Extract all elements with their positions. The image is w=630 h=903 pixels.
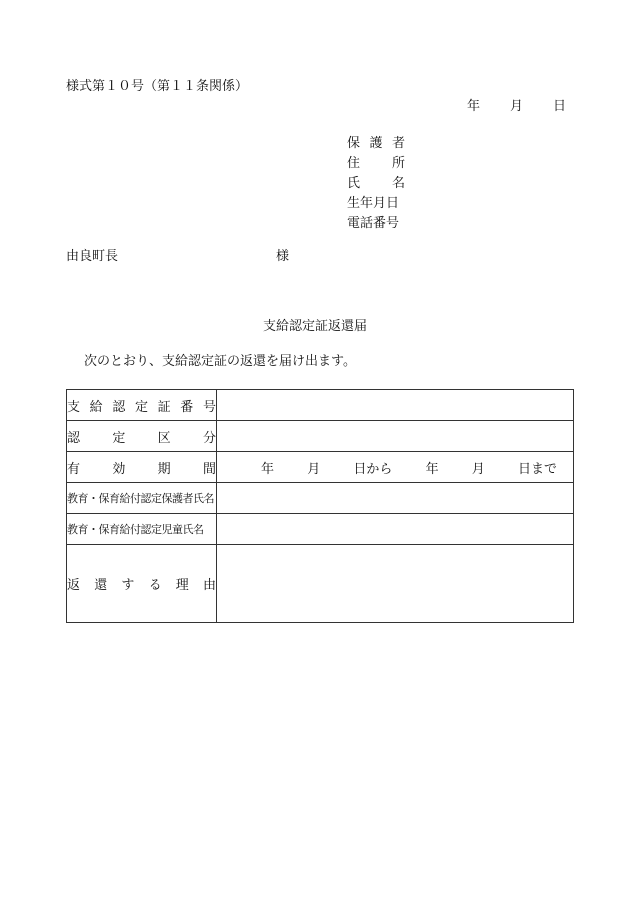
cert-category-label: 認 定 区 分 bbox=[67, 421, 217, 452]
applicant-birthdate-label: 生年月日 bbox=[347, 196, 400, 211]
child-name-label: 教育・保育給付認定児童氏名 bbox=[67, 514, 217, 545]
form-number: 様式第１０号（第１１条関係） bbox=[66, 79, 249, 94]
child-name-field[interactable] bbox=[217, 514, 574, 545]
document-title: 支給認定証返還届 bbox=[262, 319, 367, 334]
applicant-guardian-label: 保 護 者 bbox=[347, 136, 405, 151]
table-row bbox=[67, 514, 574, 545]
addressee-name: 由良町長 bbox=[66, 249, 119, 264]
date-day-label: 日 bbox=[553, 99, 567, 114]
guardian-name-field[interactable] bbox=[217, 483, 574, 514]
cert-category-field[interactable] bbox=[217, 421, 574, 452]
guardian-name-label: 教育・保育給付認定保護者氏名 bbox=[67, 483, 217, 514]
applicant-address-label: 住 所 bbox=[347, 156, 405, 171]
date-month-label: 月 bbox=[510, 99, 524, 114]
table-row bbox=[67, 421, 574, 452]
applicant-name-label: 氏 名 bbox=[347, 176, 405, 191]
validity-period-field[interactable]: 年 月 日から 年 月 日まで bbox=[217, 452, 574, 483]
table-row bbox=[67, 545, 574, 623]
return-form-table bbox=[66, 389, 574, 623]
cert-number-label: 支 給 認 定 証 番 号 bbox=[67, 390, 217, 421]
cert-number-field[interactable] bbox=[217, 390, 574, 421]
applicant-phone-label: 電話番号 bbox=[347, 216, 400, 231]
table-row bbox=[67, 390, 574, 421]
addressee-honorific: 様 bbox=[276, 249, 290, 264]
return-reason-label: 返 還 す る 理 由 bbox=[67, 545, 217, 623]
table-row bbox=[67, 483, 574, 514]
intro-text: 次のとおり、支給認定証の返還を届け出ます。 bbox=[84, 354, 356, 369]
validity-period-label: 有 効 期 間 bbox=[67, 452, 217, 483]
date-year-label: 年 bbox=[467, 99, 481, 114]
table-row bbox=[67, 452, 574, 483]
return-reason-field[interactable] bbox=[217, 545, 574, 623]
